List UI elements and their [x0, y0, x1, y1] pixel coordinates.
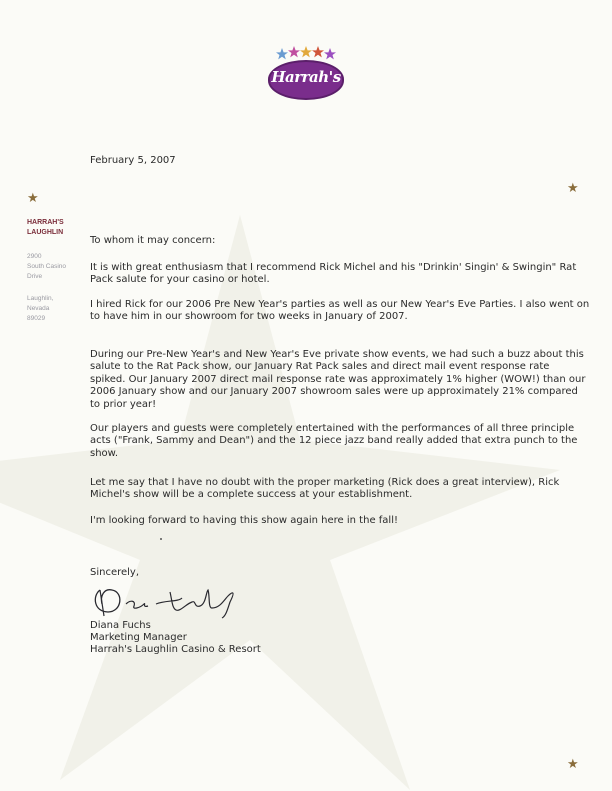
location-name-line1: HARRAH'S: [27, 219, 64, 226]
letter-closing: Sincerely,: [90, 567, 140, 578]
handwritten-signature: [90, 582, 260, 620]
gold-star-icon: ★: [567, 181, 579, 196]
stray-mark: [160, 538, 162, 540]
logo-text: Harrah's: [271, 68, 341, 86]
address-line1: 2900: [27, 253, 42, 260]
gold-star-icon: ★: [27, 191, 39, 206]
signer-name: Diana Fuchs: [90, 620, 151, 631]
address-state: Nevada: [27, 305, 50, 312]
letter-paragraph: I hired Rick for our 2006 Pre New Year's parties as well as our New Year's Eve Parties. I also went on to have him in our showroom for two weeks in January of 2007.: [90, 299, 590, 323]
letter-paragraph: It is with great enthusiasm that I recommend Rick Michel and his "Drinkin' Singin' & Swingin" Rat Pack salute for your casino or hotel.: [90, 262, 577, 286]
address-line3: Drive: [27, 273, 43, 280]
letterhead-address: [27, 218, 87, 324]
letter-paragraph: I'm looking forward to having this show again here in the fall!: [90, 515, 398, 526]
address-zip: 89029: [27, 315, 46, 322]
address-city: Laughlin,: [27, 295, 54, 302]
location-name-line2: LAUGHLIN: [27, 229, 64, 236]
address-line2: South Casino: [27, 263, 67, 270]
signer-title: Marketing Manager: [90, 632, 187, 643]
letter-paragraph: Let me say that I have no doubt with the proper marketing (Rick does a great interview), Rick Michel's show will be a complete success at your establishment.: [90, 477, 560, 501]
letter-date: February 5, 2007: [90, 155, 176, 166]
letter-salutation: To whom it may concern:: [90, 235, 216, 246]
signer-company: Harrah's Laughlin Casino & Resort: [90, 644, 261, 655]
gold-star-icon: ★: [567, 757, 579, 772]
harrahs-logo: [266, 46, 346, 102]
letter-paragraph: Our players and guests were completely entertained with the performances of all three principle acts ("Frank, Sammy and Dean") and the 12 piece jazz band really added that extra punch to the show.: [90, 423, 578, 459]
letter-paragraph: During our Pre-New Year's and New Year's Eve private show events, we had such a buzz about this salute to the Rat Pack show, our January Rat Pack sales and direct mail event response rate spiked. Our January 2007 direct mail response rate was approximately 1% higher (WOW!) than our 2006 January show and our January 2007 showroom sales were up approximately 21% compared to prior year!: [90, 349, 586, 410]
